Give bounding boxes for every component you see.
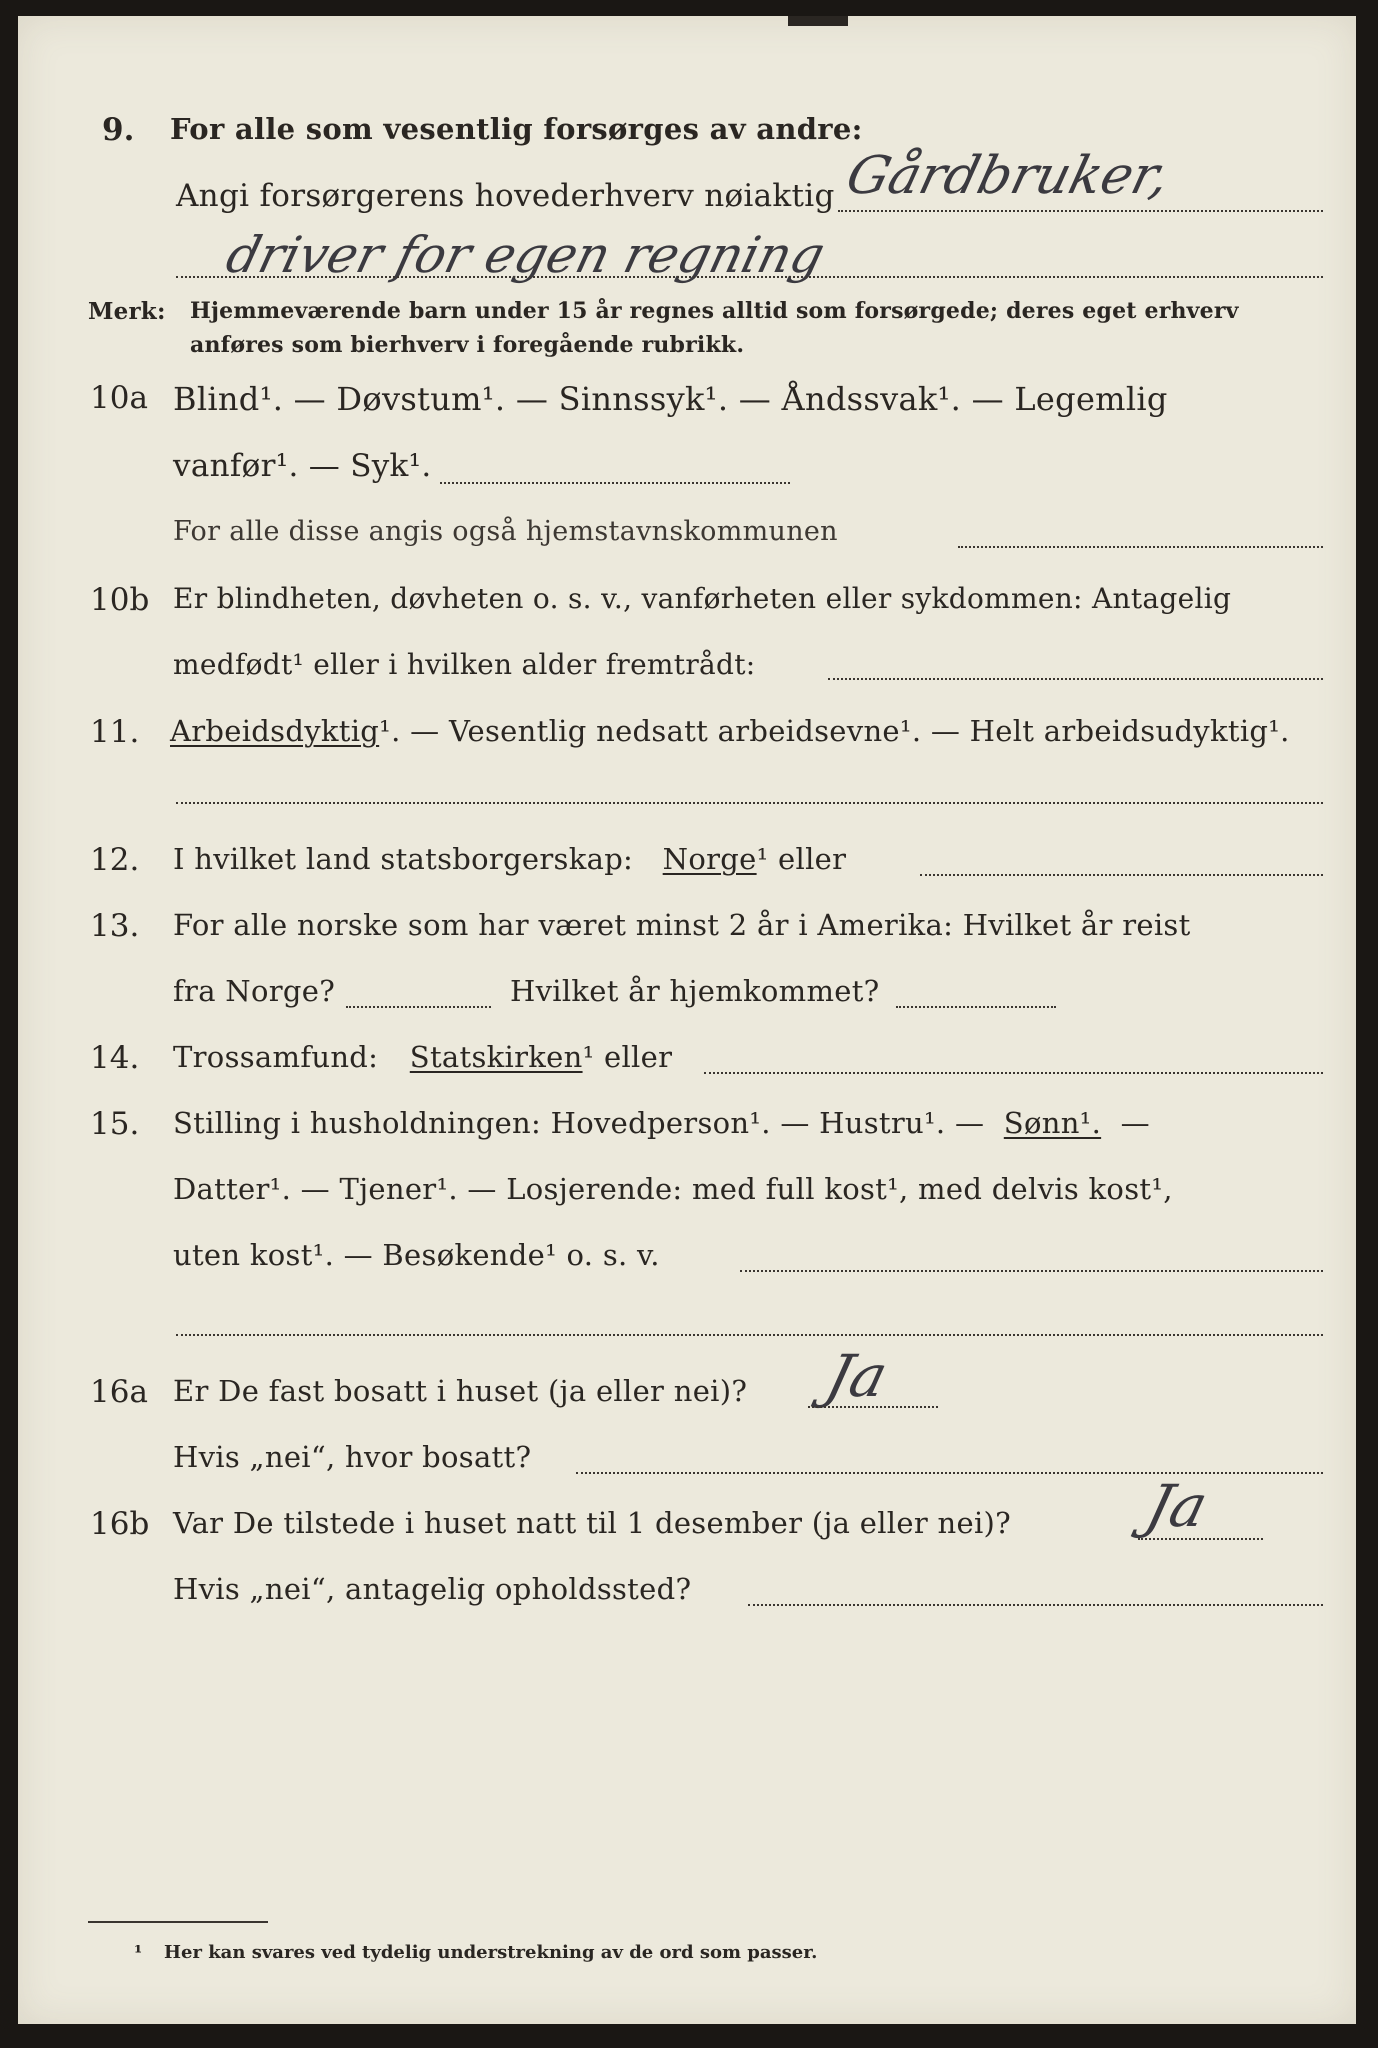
q15-option-sonn[interactable]: Sønn¹. xyxy=(1003,1106,1102,1140)
q9-number: 9. xyxy=(102,112,135,148)
footnote-mark: ¹ xyxy=(134,1942,143,1964)
q15-line2: Datter¹. — Tjener¹. — Losjerende: med full kost¹, med delvis kost¹, xyxy=(173,1172,1173,1206)
q14-pre: Trossamfund: xyxy=(173,1040,379,1074)
q16b-answer-line xyxy=(1138,1538,1263,1540)
q15-answer-line-2 xyxy=(176,1334,1323,1336)
q12-post: ¹ eller xyxy=(756,842,847,876)
q14-line xyxy=(173,1040,672,1074)
q14-post: ¹ eller xyxy=(582,1040,673,1074)
q16b-handwritten-answer: Ja xyxy=(1139,1472,1215,1540)
q15-line1-post: — xyxy=(1120,1106,1150,1140)
q9-line2: Angi forsørgerens hovederhverv nøiaktig xyxy=(176,178,835,214)
q11-line xyxy=(170,714,1290,748)
q11-option-arbeidsdyktig[interactable]: Arbeidsdyktig xyxy=(170,714,380,748)
q14-option-statskirken[interactable]: Statskirken xyxy=(409,1040,583,1074)
q15-answer-line-1 xyxy=(740,1270,1323,1272)
q13-line2a: fra Norge? xyxy=(173,974,336,1008)
q16a-handwritten-answer: Ja xyxy=(819,1342,895,1410)
q12-line xyxy=(173,842,846,876)
q10b-age-line xyxy=(828,678,1323,680)
q16b-line2: Hvis „nei“, antagelig opholdssted? xyxy=(173,1572,692,1606)
q15-line3: uten kost¹. — Besøkende¹ o. s. v. xyxy=(173,1238,660,1272)
q9-line1: For alle som vesentlig forsørges av andre: xyxy=(170,112,863,146)
q12-pre: I hvilket land statsborgerskap: xyxy=(173,842,634,876)
q16a-number: 16a xyxy=(90,1374,148,1410)
footnote-text: Her kan svares ved tydelig understrekning av de ord som passer. xyxy=(164,1942,818,1963)
q16a-answer-line xyxy=(808,1406,938,1408)
q10a-home-municipality-line xyxy=(958,546,1323,548)
q11-number: 11. xyxy=(90,714,140,750)
q16b-whereabouts-line xyxy=(748,1604,1323,1606)
q15-line1-pre: Stilling i husholdningen: Hovedperson¹. — Hustru¹. — xyxy=(173,1106,985,1140)
q9-answer-line-2 xyxy=(176,276,1323,278)
top-edge-mark xyxy=(788,16,848,26)
q14-number: 14. xyxy=(90,1040,140,1076)
q10a-line3: For alle disse angis også hjemstavnskommunen xyxy=(173,516,838,547)
census-form-page xyxy=(18,16,1356,2024)
q11-answer-line xyxy=(176,802,1323,804)
q10b-number: 10b xyxy=(90,582,150,618)
q11-rest: ¹. — Vesentlig nedsatt arbeidsevne¹. — Helt arbeidsudyktig¹. xyxy=(379,714,1290,748)
q16b-line1: Var De tilstede i huset natt til 1 desember (ja eller nei)? xyxy=(173,1506,1011,1540)
q10a-number: 10a xyxy=(90,380,148,416)
q12-number: 12. xyxy=(90,842,140,878)
q16a-line1: Er De fast bosatt i huset (ja eller nei)? xyxy=(173,1374,748,1408)
q10a-line2: vanfør¹. — Syk¹. xyxy=(173,448,432,484)
q12-option-norge[interactable]: Norge xyxy=(662,842,757,876)
q10a-line1: Blind¹. — Døvstum¹. — Sinnssyk¹. — Åndssvak¹. — Legemlig xyxy=(173,380,1168,418)
q15-line1 xyxy=(173,1106,1150,1140)
q14-other-faith-line xyxy=(704,1072,1323,1074)
q16a-line2: Hvis „nei“, hvor bosatt? xyxy=(173,1440,532,1474)
q16b-number: 16b xyxy=(90,1506,150,1542)
q12-other-country-line xyxy=(920,874,1323,876)
q13-line2b: Hvilket år hjemkommet? xyxy=(510,974,880,1008)
q15-number: 15. xyxy=(90,1106,140,1142)
q10a-sick-line xyxy=(440,482,790,484)
merk-line2: anføres som bierhverv i foregående rubrikk. xyxy=(190,332,745,358)
merk-line1: Hjemmeværende barn under 15 år regnes alltid som forsørgede; deres eget erhverv xyxy=(190,298,1239,324)
q9-answer-line-1 xyxy=(838,210,1323,212)
q13-number: 13. xyxy=(90,908,140,944)
q10b-line1: Er blindheten, døvheten o. s. v., vanførheten eller sykdommen: Antagelig xyxy=(173,582,1232,615)
q13-return-year-line xyxy=(896,1006,1056,1008)
q9-handwritten-answer-2: driver for egen regning xyxy=(220,226,831,284)
footnote-rule xyxy=(88,1921,268,1923)
q10b-line2: medfødt¹ eller i hvilken alder fremtrådt: xyxy=(173,648,756,681)
q13-line1: For alle norske som har været minst 2 år i Amerika: Hvilket år reist xyxy=(173,908,1191,942)
q9-handwritten-answer-1: Gårdbruker, xyxy=(840,146,1176,206)
q13-departure-year-line xyxy=(346,1006,491,1008)
merk-label: Merk: xyxy=(88,298,166,325)
